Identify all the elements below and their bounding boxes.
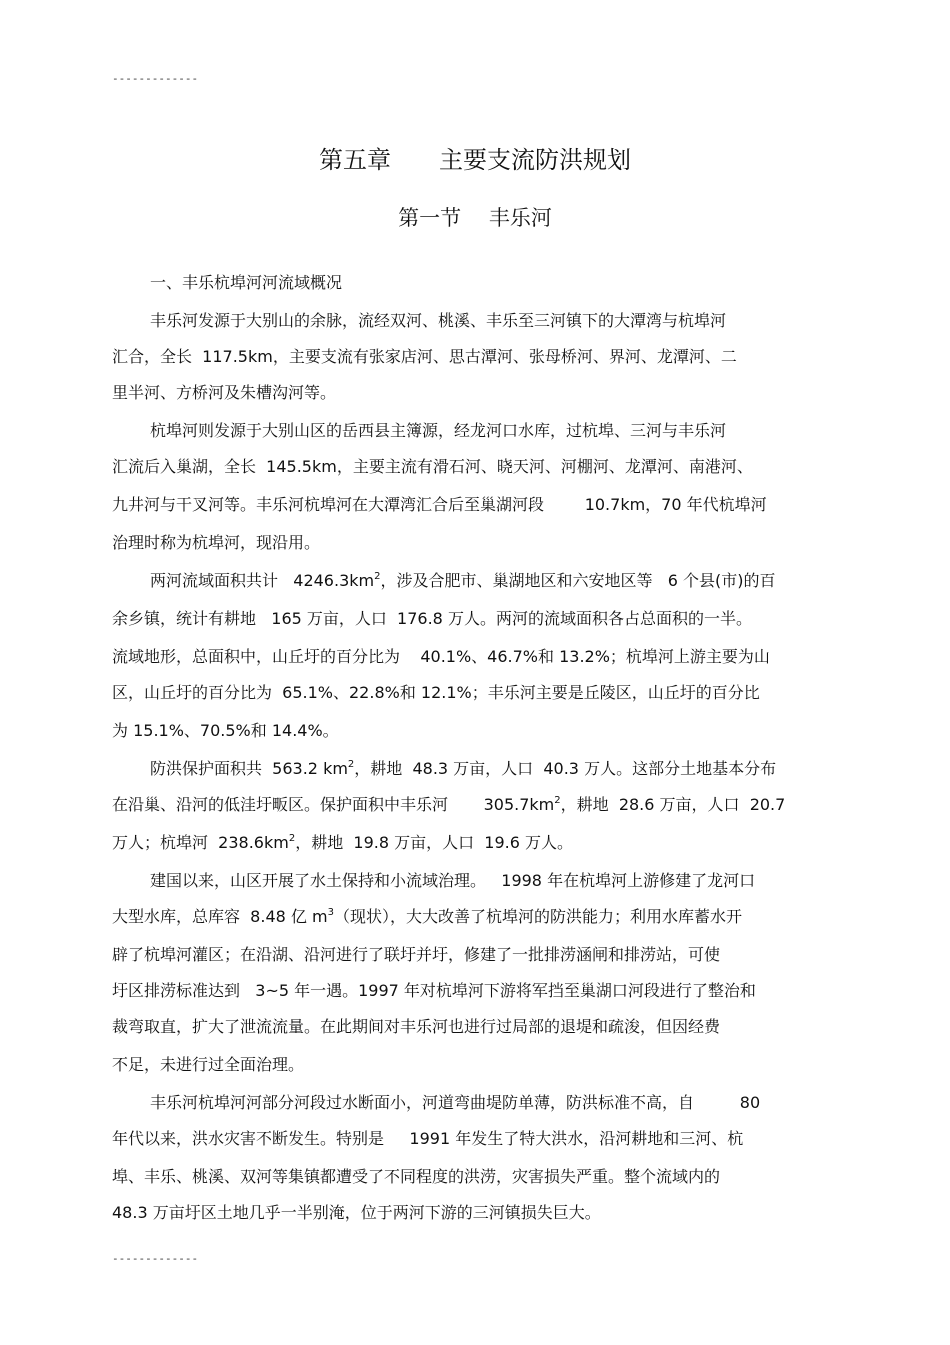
paragraph-line: 汇合，全长 117.5km，主要支流有张家店河、思古潭河、张母桥河、界河、龙潭河、二 — [112, 347, 737, 366]
paragraph-line: 建国以来，山区开展了水土保持和小流域治理。 1998 年在杭埠河上游修建了龙河口 — [150, 871, 756, 890]
paragraph-line — [150, 566, 776, 596]
subheading: 一、丰乐杭埠河河流域概况 — [150, 273, 343, 292]
line-text: ，耕地 48.3 万亩，人口 40.3 万人。这部分土地基本分布 — [354, 759, 777, 778]
paragraph-line: 杭埠河则发源于大别山区的岳西县主簿源，经龙河口水库，过杭埠、三河与丰乐河 — [150, 421, 727, 440]
paragraph-line: 丰乐河杭埠河河部分河段过水断面小，河道弯曲堤防单薄，防洪标准不高，自 80 — [150, 1093, 761, 1112]
top-dashed-rule: ------------- — [112, 72, 199, 85]
paragraph-line: 埠、丰乐、桃溪、双河等集镇都遭受了不同程度的洪涝，灾害损失严重。整个流域内的 — [112, 1167, 721, 1186]
section-title: 第一节 丰乐河 — [398, 206, 552, 230]
paragraph-line: 48.3 万亩圩区土地几乎一半别淹，位于两河下游的三河镇损失巨大。 — [112, 1203, 601, 1222]
paragraph-line: 九井河与干叉河等。丰乐河杭埠河在大潭湾汇合后至巢湖河段 10.7km，70 年代杭埠河 — [112, 495, 767, 514]
paragraph-line: 不足，未进行过全面治理。 — [112, 1055, 305, 1074]
line-text: ，耕地 19.8 万亩，人口 19.6 万人。 — [295, 833, 573, 852]
paragraph-line — [112, 790, 785, 820]
paragraph-line: 为 15.1%、70.5%和 14.4%。 — [112, 721, 339, 740]
paragraph-line: 治理时称为杭埠河，现沿用。 — [112, 533, 321, 552]
chapter-title: 第五章 主要支流防洪规划 — [319, 146, 631, 174]
line-text: （现状），大大改善了杭埠河的防洪能力；利用水库蓄水开 — [333, 907, 742, 926]
line-text: 两河流域面积共计 4246.3km — [150, 571, 375, 590]
paragraph-line: 辟了杭埠河灌区；在沿湖、沿河进行了联圩并圩，修建了一批排涝涵闸和排涝站，可使 — [112, 945, 721, 964]
superscript: 3 — [327, 907, 334, 918]
line-text: ，耕地 28.6 万亩，人口 20.7 — [560, 795, 786, 814]
paragraph-line: 丰乐河发源于大别山的余脉，流经双河、桃溪、丰乐至三河镇下的大潭湾与杭埠河 — [150, 311, 727, 330]
superscript: 2 — [374, 571, 381, 582]
line-text: 防洪保护面积共 563.2 km — [150, 759, 348, 778]
superscript: 2 — [347, 759, 355, 770]
line-text: 在沿巢、沿河的低洼圩畈区。保护面积中丰乐河 305.7km — [112, 795, 555, 814]
superscript: 2 — [288, 833, 296, 844]
line-text: 万人；杭埠河 238.6km — [112, 833, 289, 852]
paragraph-line: 年代以来，洪水灾害不断发生。特别是 1991 年发生了特大洪水，沿河耕地和三河、杭 — [112, 1129, 744, 1148]
paragraph-line — [112, 828, 573, 858]
paragraph-line — [112, 902, 742, 932]
paragraph-line: 区，山丘圩的百分比为 65.1%、22.8%和 12.1%；丰乐河主要是丘陵区，山丘圩的百分比 — [112, 683, 760, 702]
superscript: 2 — [554, 795, 561, 806]
line-text: 大型水库，总库容 8.48 亿 m — [112, 907, 328, 926]
paragraph-line: 裁弯取直，扩大了泄流流量。在此期间对丰乐河也进行过局部的退堤和疏浚，但因经费 — [112, 1017, 721, 1036]
paragraph-line: 圩区排涝标准达到 3~5 年一遇。1997 年对杭埠河下游将军挡至巢湖口河段进行了整治和 — [112, 981, 756, 1000]
paragraph-line — [150, 754, 776, 784]
paragraph-line: 里半河、方桥河及朱槽沟河等。 — [112, 383, 337, 402]
paragraph-line: 余乡镇，统计有耕地 165 万亩，人口 176.8 万人。两河的流域面积各占总面积的一半。 — [112, 609, 752, 628]
bottom-dashed-rule: ------------- — [112, 1252, 199, 1265]
paragraph-line: 汇流后入巢湖，全长 145.5km，主要主流有滑石河、晓天河、河棚河、龙潭河、南港河、 — [112, 457, 753, 476]
line-text: ，涉及合肥市、巢湖地区和六安地区等 6 个县(市)的百 — [380, 571, 776, 590]
paragraph-line: 流域地形，总面积中，山丘圩的百分比为 40.1%、46.7%和 13.2%；杭埠河上游主要为山 — [112, 647, 770, 666]
